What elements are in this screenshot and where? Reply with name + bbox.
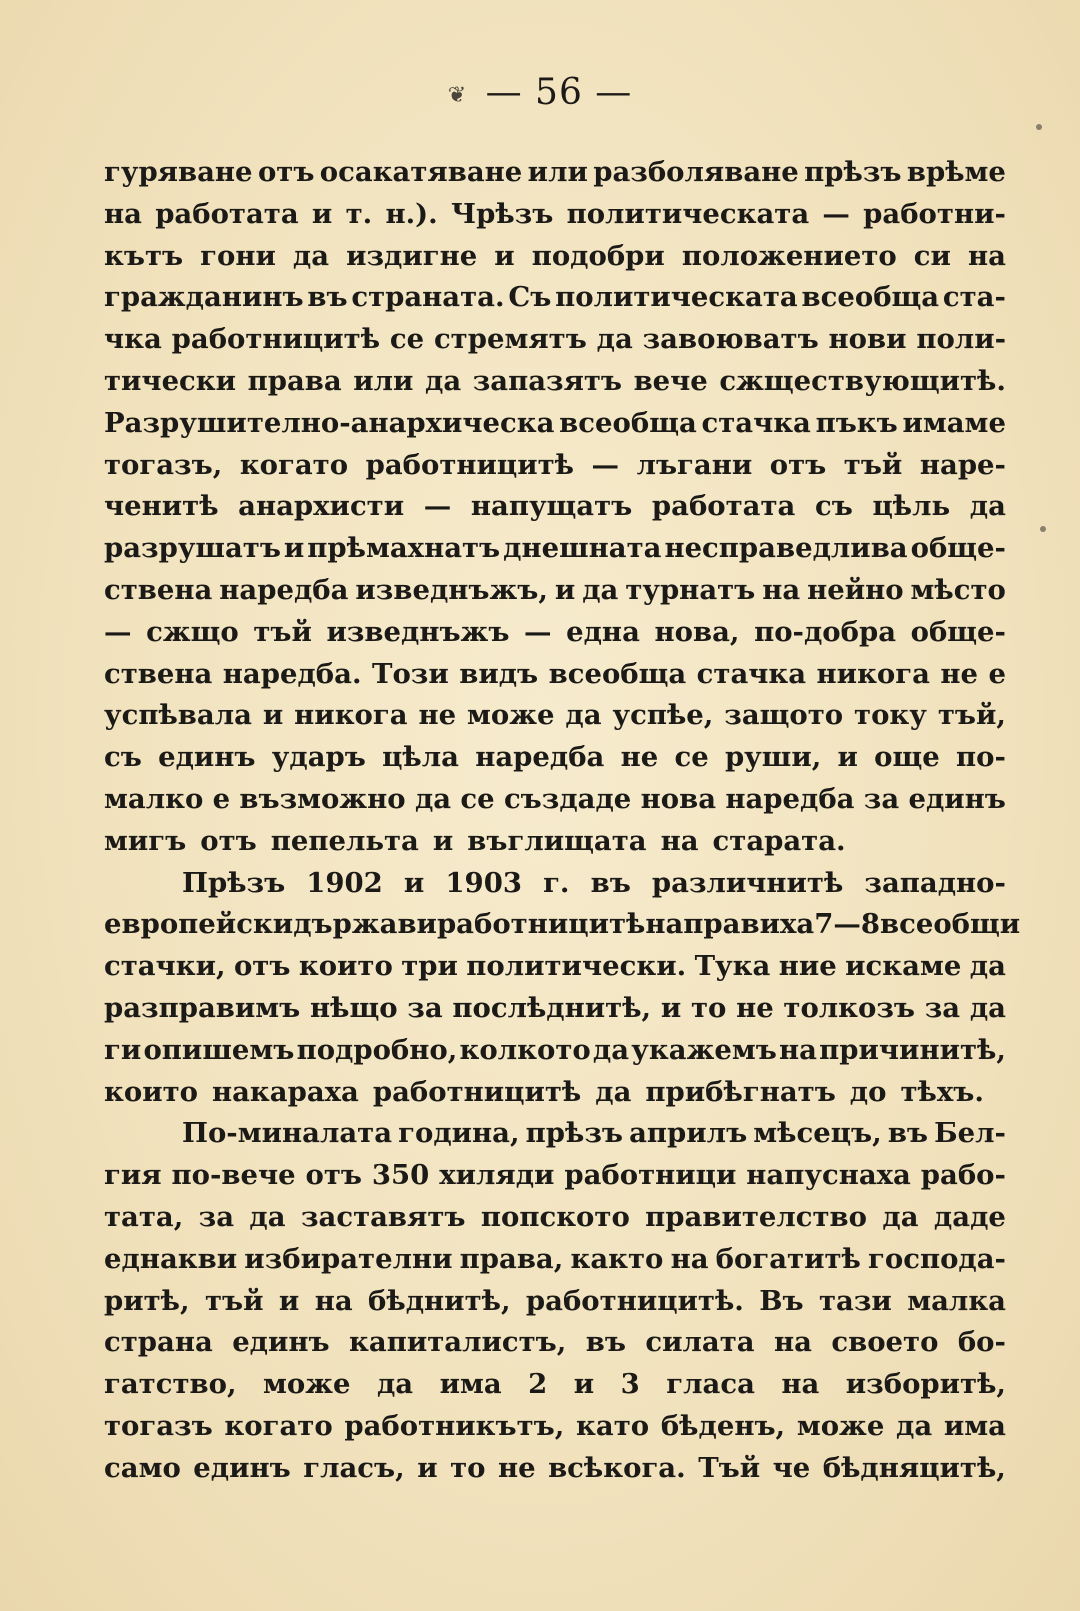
- text-line: гатство, може да има 2 и 3 гласа на изборитѣ,: [104, 1368, 1006, 1401]
- text-line: тогазъ, когато работницитѣ — лъгани отъ тъй наре-: [104, 448, 1006, 481]
- text-line: само единъ гласъ, и то не всѣкога. Тъй че бѣдняцитѣ,: [104, 1451, 1006, 1484]
- page-number: — 56 —: [485, 72, 633, 113]
- text-line: ги опишемъ подробно, колкото да укажемъ на причинитѣ,: [104, 1033, 1006, 1066]
- text-line: разрушатъ и прѣмахнатъ днешната несправедлива обще-: [104, 532, 1006, 565]
- text-line: ритѣ, тъй и на бѣднитѣ, работницитѣ. Въ тази малка: [104, 1284, 1006, 1317]
- text-line: По-миналата година, прѣзъ априлъ мѣсецъ, въ Бел-: [182, 1117, 1006, 1150]
- ornament-glyph: ❦: [447, 82, 468, 108]
- text-line: Прѣзъ 1902 и 1903 г. въ различнитѣ западно-: [182, 866, 1006, 899]
- text-line: разправимъ нѣщо за послѣднитѣ, и то не толкозъ за да: [104, 991, 1006, 1024]
- text-line: кътъ гони да издигне и подобри положението си на: [104, 239, 1006, 272]
- text-line: гуряване отъ осакатяване или разболяване прѣзъ врѣме: [104, 156, 1006, 188]
- text-line: ченитѣ анархисти — напущатъ работата съ цѣль да: [104, 490, 1006, 523]
- text-line: гия по-вече отъ 350 хиляди работници напуснаха рабо-: [104, 1159, 1006, 1192]
- text-line: мигъ отъ пепельта и въглищата на старата.: [104, 824, 846, 857]
- text-line: ствена наредба. Този видъ всеобща стачка никога не е: [104, 657, 1006, 690]
- text-line: малко е възможно да се създаде нова наредба за единъ: [104, 782, 1006, 815]
- text-line: страна единъ капиталистъ, въ силата на своето бо-: [104, 1326, 1006, 1359]
- body-text: [104, 152, 1021, 1490]
- text-line: на работата и т. н.). Чрѣзъ политическата — работни-: [104, 197, 1006, 230]
- page-header: [0, 72, 1080, 113]
- text-line: гражданинъ въ страната. Съ политическата всеобща ста-: [104, 281, 1006, 314]
- text-line: успѣвала и никога не може да успѣе, защото току тъй,: [104, 699, 1006, 732]
- text-line: стачки, отъ които три политически. Тука ние искаме да: [104, 950, 1006, 983]
- paper-speck: [1040, 526, 1046, 532]
- text-line: тогазъ когато работникътъ, като бѣденъ, може да има: [104, 1409, 1006, 1442]
- text-line: еднакви избирателни права, както на богатитѣ господа-: [104, 1242, 1006, 1275]
- text-line: чка работницитѣ се стремятъ да завоюватъ нови поли-: [104, 323, 1006, 356]
- text-line: — сжщо тъй изведнъжъ — една нова, по-добра обще-: [104, 615, 1006, 648]
- paper-speck: [1036, 124, 1042, 130]
- text-line: които накараха работницитѣ да прибѣгнатъ до тѣхъ.: [104, 1075, 984, 1108]
- text-line: тически права или да запазятъ вече сжществующитѣ.: [104, 364, 1006, 397]
- text-line: тата, за да заставятъ попското правителство да даде: [104, 1200, 1006, 1233]
- text-line: съ единъ ударъ цѣла наредба не се руши, и още по-: [104, 741, 1006, 774]
- text-line: Разрушително-анархическа всеобща стачка пъкъ имаме: [104, 406, 1006, 439]
- text-line: европейски държави работницитѣ направиха 7—8 всеобщи: [104, 908, 1021, 941]
- text-line: ствена наредба изведнъжъ, и да турнатъ на нейно мѣсто: [104, 573, 1006, 606]
